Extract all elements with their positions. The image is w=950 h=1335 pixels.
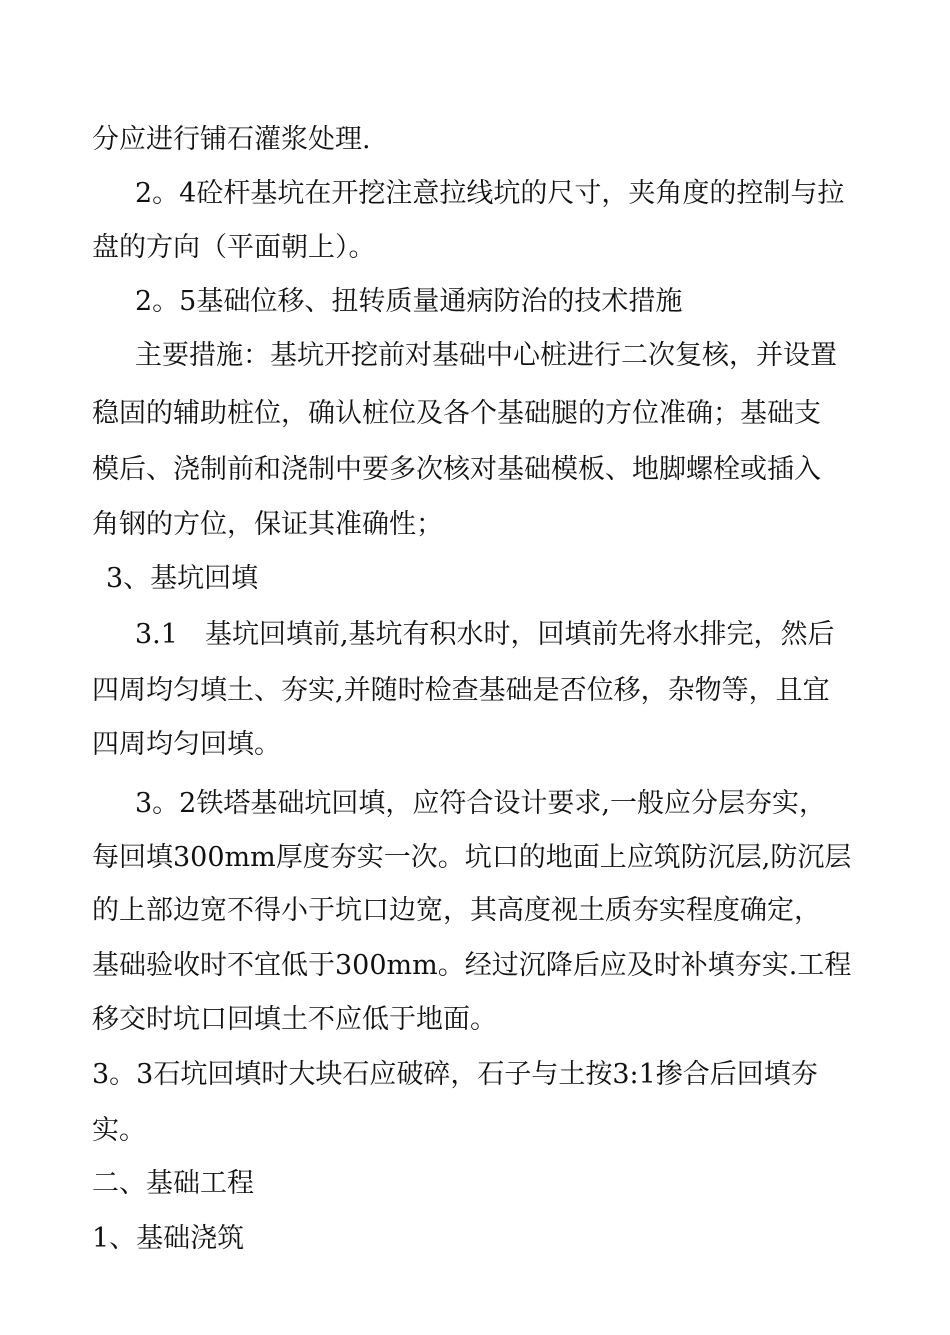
section-2-5-heading: 2。5基础位移、扭转质量通病防治的技术措施 — [135, 286, 683, 317]
text-line: 角钢的方位，保证其准确性； — [92, 509, 443, 540]
section-3-3-line: 3。3石坑回填时大块石应破碎，石子与土按3:1掺合后回填夯 — [92, 1059, 818, 1090]
text-line: 稳固的辅助桩位，确认桩位及各个基础腿的方位准确；基础支 — [92, 398, 821, 429]
section-3-heading: 3、基坑回填 — [106, 563, 259, 594]
chapter-2-heading: 二、基础工程 — [92, 1168, 254, 1199]
section-1-heading: 1、基础浇筑 — [92, 1223, 245, 1254]
text-line: 移交时坑口回填土不应低于地面。 — [92, 1004, 497, 1035]
section-3-2-line: 3。2铁塔基础坑回填，应符合设计要求,一般应分层夯实， — [135, 788, 826, 819]
text-line: 四周均匀填土、夯实,并随时检查基础是否位移，杂物等，且宜 — [92, 675, 830, 706]
section-3-1-line: 3.1 基坑回填前,基坑有积水时，回填前先将水排完，然后 — [135, 619, 835, 650]
text-line: 分应进行铺石灌浆处理. — [92, 124, 371, 155]
text-line: 的上部边宽不得小于坑口边宽，其高度视土质夯实程度确定， — [92, 895, 821, 926]
text-line: 盘的方向（平面朝上）。 — [92, 232, 376, 263]
text-line: 四周均匀回填。 — [92, 729, 281, 760]
text-line: 每回填300mm厚度夯实一次。坑口的地面上应筑防沉层,防沉层 — [92, 842, 852, 873]
section-2-4-line: 2。4砼杆基坑在开挖注意拉线坑的尺寸，夹角度的控制与拉 — [135, 178, 845, 209]
text-line: 模后、浇制前和浇制中要多次核对基础模板、地脚螺栓或插入 — [92, 454, 821, 485]
text-line: 实。 — [92, 1115, 146, 1146]
text-line: 基础验收时不宜低于300mm。经过沉降后应及时补填夯实.工程 — [92, 950, 852, 981]
main-measures-line: 主要措施：基坑开挖前对基础中心桩进行二次复核，并设置 — [135, 340, 837, 371]
